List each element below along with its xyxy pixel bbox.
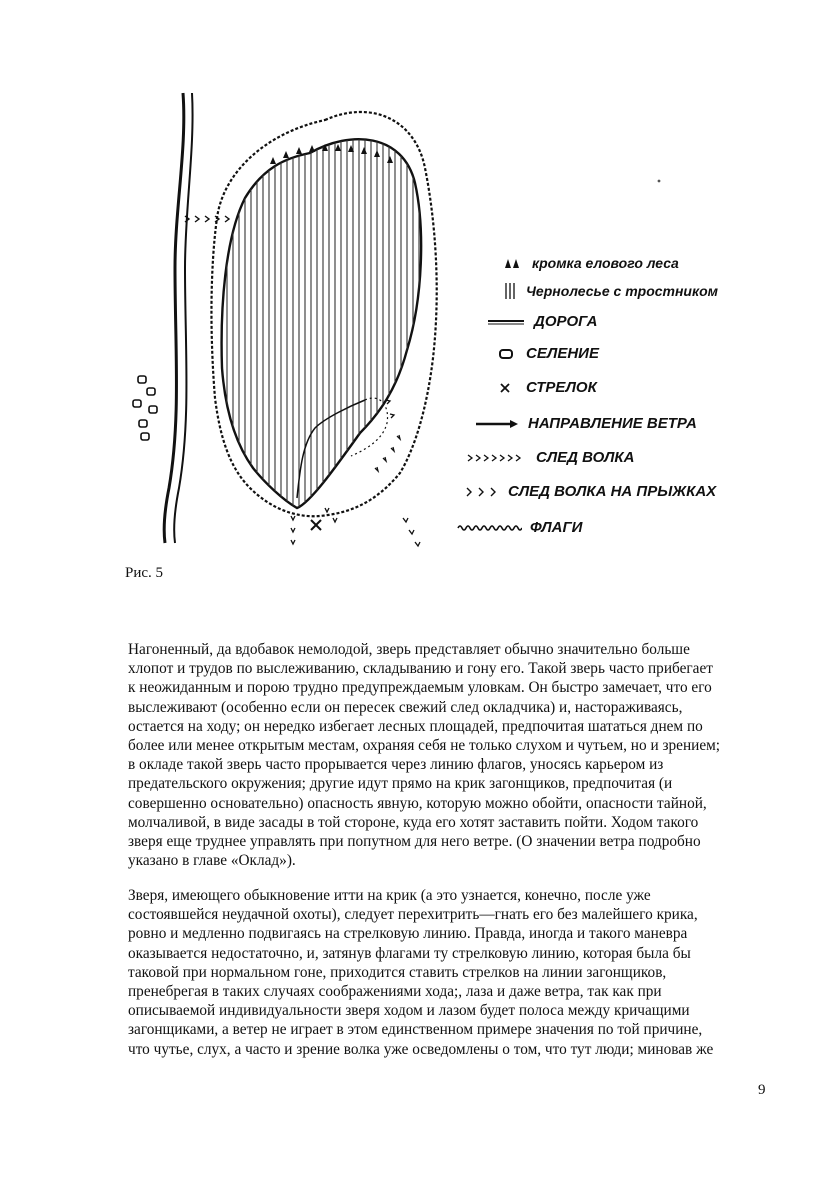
legend-item-wolf-track: [466, 449, 634, 466]
spruce-edge-markers: [270, 144, 393, 164]
paragraph-1: [128, 640, 768, 870]
legend-item-wolf-jump: [464, 483, 716, 500]
reed-hatching: [227, 128, 419, 528]
text-line: выслеживают (особенно если он пересек свежий след окладчика) и, настораживаясь,: [128, 698, 683, 716]
text-line: совершенно основательно) опасность явную, которую можно обойти, опасности тайной,: [128, 794, 707, 812]
text-line: зверя еще труднее управлять при попутном для него ветре. (О значении ветра подробно: [128, 833, 701, 851]
legend-item-shooter: [496, 379, 597, 396]
text-line: таковой при нормальном гоне, приходится ставить стрелков на линии загонщиков,: [128, 963, 667, 981]
figure-caption: Рис. 5: [125, 565, 164, 581]
legend-label: СТРЕЛОК: [526, 379, 597, 396]
legend-item-village: [496, 345, 599, 362]
legend-label: НАПРАВЛЕНИЕ ВЕТРА: [528, 415, 697, 432]
reed-hatching-icon: [502, 281, 518, 301]
text-line: предательского окружения; другие идут прямо на крик загонщиков, предпочитая (и: [128, 775, 673, 793]
text-line: ровно и медленно подвигаясь на стрелковую линию. Правда, иногда и такого маневра: [128, 925, 688, 943]
paragraph-2: [128, 886, 768, 1059]
text-line: состоявшейся неудачной охоты), следует перехитрить—гнать его без малейшего крика,: [128, 906, 698, 924]
legend-label: кромка елового леса: [532, 255, 679, 271]
flags-icon: [456, 523, 522, 533]
text-line: остается на ходу; он нередко избегает лесных площадей, предпочитая шататься днем по: [128, 717, 703, 735]
wolf-jump-track-icon: [464, 486, 500, 498]
page-number: 9: [758, 1082, 766, 1098]
spruce-edge-icon: [502, 255, 524, 271]
legend-item-flags: [456, 519, 582, 536]
wolf-track-left: [185, 216, 229, 222]
text-line: в окладе такой зверь часто прорывается через линию флагов, уносясь карьером из: [128, 756, 664, 774]
legend-item-wind: [474, 415, 697, 432]
village-houses: [133, 376, 157, 440]
legend-label: Чернолесье с тростником: [526, 283, 718, 299]
shooter-mark: [311, 520, 321, 530]
legend-item-spruce-edge: [502, 255, 679, 271]
text-line: загонщиками, а ветер не играет в этом единственном примере значения по той причине,: [128, 1021, 703, 1039]
text-line: что чутье, слух, а часто и зрение волка уже осведомлены о том, что тут люди; миновав же: [128, 1040, 714, 1058]
text-line: описываемой индивидуальности зверя ходом и лазом будет полоса между кричащими: [128, 1002, 690, 1020]
legend-label: СЛЕД ВОЛКА НА ПРЫЖКАХ: [508, 483, 717, 500]
text-line: Зверя, имеющего обыкновение итти на крик (а это узнается, конечно, после уже: [128, 887, 651, 904]
wolf-track-icon: [466, 453, 528, 463]
legend-label: СЛЕД ВОЛКА: [536, 449, 635, 466]
wind-arrow-icon: [474, 418, 520, 430]
text-line: указано в главе «Оклад»).: [128, 852, 296, 870]
shooter-icon: [496, 381, 518, 395]
legend-label: ДОРОГА: [534, 313, 598, 330]
text-line: к неожиданным и порою трудно предупреждаемым уловкам. Он быстро замечает, что его: [128, 679, 712, 697]
legend-label: ФЛАГИ: [530, 519, 583, 536]
legend-item-road: [486, 313, 597, 330]
text-line: пренебрегая в таких случаях соображениями хода;, лаза и даже ветра, так как при: [128, 983, 662, 1001]
text-line: молчаливой, в виде засады в той стороне, куда его хотят заставить пойти. Ходом такого: [128, 813, 699, 831]
text-line: более или менее открытым местам, охраняя себя не только слухом и чутьем, но и зрением;: [128, 737, 721, 755]
legend-item-reed: [502, 281, 718, 301]
legend-label: СЕЛЕНИЕ: [526, 345, 599, 362]
village-icon: [496, 347, 518, 361]
wolf-path-inner: [297, 400, 365, 498]
road-icon: [486, 316, 526, 328]
text-line: Нагоненный, да вдобавок немолодой, зверь представляет обычно значительно больше: [128, 641, 690, 658]
text-line: оказывается недостаточно, и, затянув флагами ту стрелковую линию, которая была бы: [128, 944, 691, 962]
text-line: хлопот и трудов по выслеживанию, складыванию и гону его. Такой зверь часто прибегает: [128, 660, 713, 678]
